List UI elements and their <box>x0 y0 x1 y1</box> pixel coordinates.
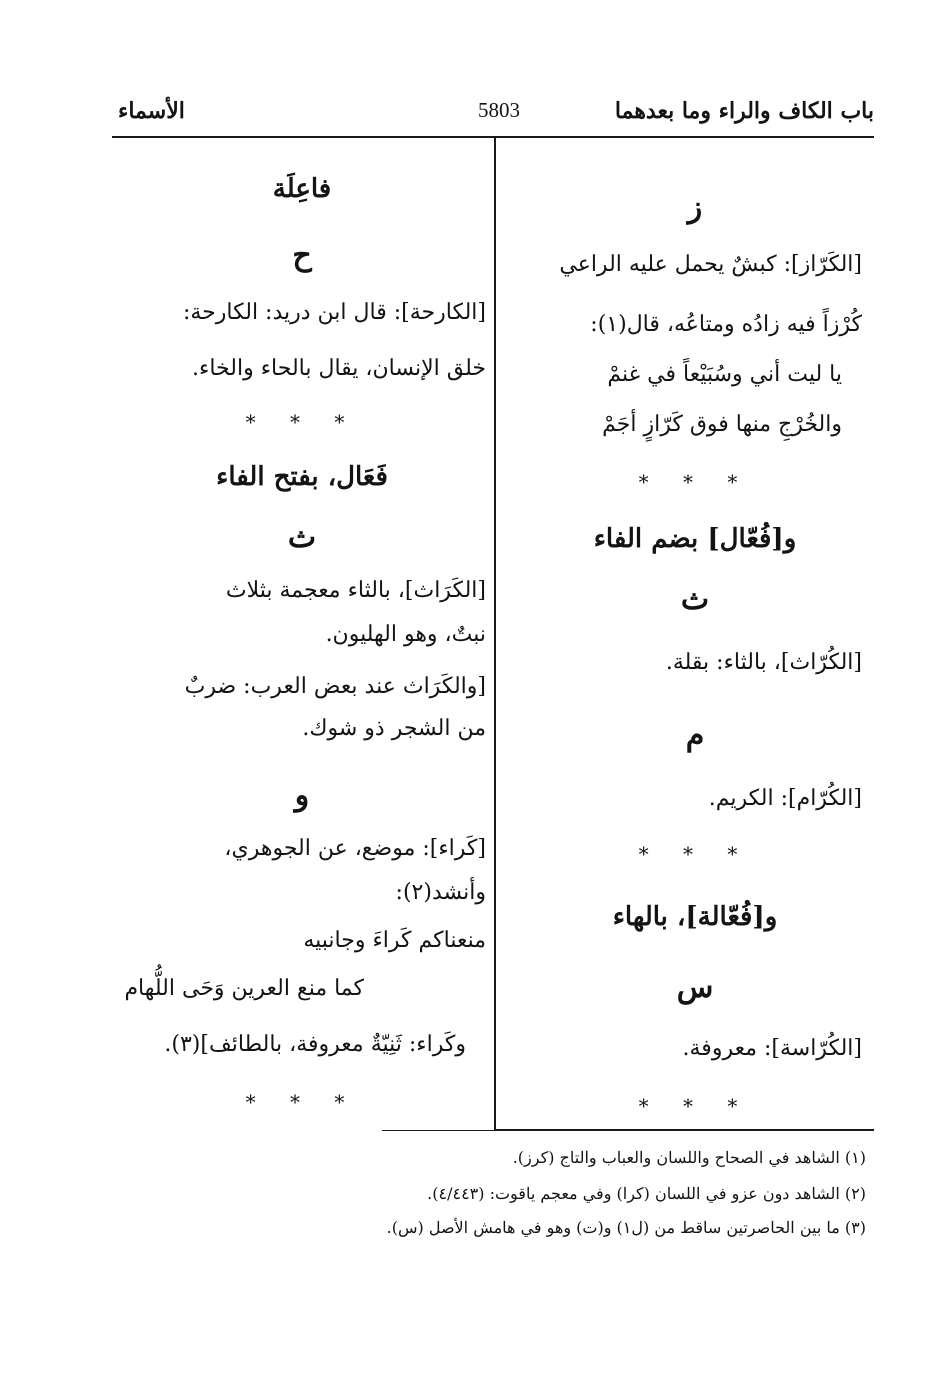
footnote-1: (١) الشاهد في الصحاح واللسان والعباب والتاج (كرز). <box>512 1148 866 1167</box>
pattern-heading-fuaala: و[فُعّالة]، بالهاء <box>612 902 778 932</box>
letter-heading-th: ث <box>680 582 710 617</box>
column-divider <box>494 138 496 1131</box>
section-separator: * * * <box>245 410 359 434</box>
entry-kurrasa: [الكُرّاسة]: معروفة. <box>682 1036 862 1061</box>
letter-heading-z: ز <box>687 190 703 225</box>
entry-karaa-line2: وأنشد(٢): <box>395 880 486 905</box>
entry-kurrath: [الكُرّاث]، بالثاء: بقلة. <box>665 650 862 675</box>
header-rule <box>112 136 874 138</box>
entry-karaa-line3: وكَراء: ثَنِيّةٌ معروفة، بالطائف](٣). <box>164 1032 466 1057</box>
entry-kariha-line2: خلق الإنسان، يقال بالحاء والخاء. <box>192 356 486 381</box>
entry-karath-line4: من الشجر ذو شوك. <box>302 716 486 741</box>
entry-karraz-line1: [الكَرّاز]: كبشٌ يحمل عليه الراعي <box>559 252 862 277</box>
entry-karaa-line1: [كَراء]: موضع، عن الجوهري، <box>224 836 486 861</box>
section-separator: * * * <box>245 1090 359 1114</box>
letter-heading-s: س <box>676 970 714 1005</box>
pattern-heading-fuaal: و[فُعّال] بضم الفاء <box>593 524 797 554</box>
page-number: 5803 <box>478 98 520 122</box>
footnote-rule <box>382 1130 874 1131</box>
entry-karraz-line2: كُرْزاً فيه زادُه ومتاعُه، قال(١): <box>590 312 862 337</box>
letter-heading-th: ث <box>287 520 317 555</box>
entry-karath-line1: [الكَرَاث]، بالثاء معجمة بثلاث <box>225 578 486 603</box>
letter-heading-w: و <box>294 778 310 813</box>
verse-line-1: منعناكم كَراءَ وجانبيه <box>303 928 486 953</box>
entry-kurram: [الكُرّام]: الكريم. <box>708 786 862 811</box>
footnote-3: (٣) ما بين الحاصرتين ساقط من (ل١) و(ت) وهو في هامش الأصل (س). <box>386 1218 866 1237</box>
letter-heading-m: م <box>685 718 705 753</box>
letter-heading-h: ح <box>292 238 312 273</box>
section-separator: * * * <box>638 1094 752 1118</box>
running-header-chapter: باب الكاف والراء وما بعدهما <box>614 98 874 124</box>
running-header-section: الأسماء <box>118 98 185 124</box>
entry-karath-line2: نبتٌ، وهو الهليون. <box>325 622 486 647</box>
verse-line-2: كما منع العرين وَحَى اللُّهام <box>124 976 364 1001</box>
verse-line-2: والخُرْجِ منها فوق كَرّازٍ أجَمْ <box>602 412 842 437</box>
pattern-heading-faila: فاعِلَة <box>272 174 332 204</box>
section-separator: * * * <box>638 470 752 494</box>
verse-line-1: يا ليت أني وسُبَيْعاً في غنمْ <box>607 362 842 387</box>
entry-karath-line3: [والكَرَاث عند بعض العرب: ضربٌ <box>184 674 486 699</box>
footnote-2: (٢) الشاهد دون عزو في اللسان (كرا) وفي معجم ياقوت: (٤/٤٤٣). <box>427 1184 866 1203</box>
pattern-heading-faal: فَعَال، بفتح الفاء <box>216 462 388 492</box>
section-separator: * * * <box>638 842 752 866</box>
entry-kariha-line1: [الكارحة]: قال ابن دريد: الكارحة: <box>182 300 486 325</box>
